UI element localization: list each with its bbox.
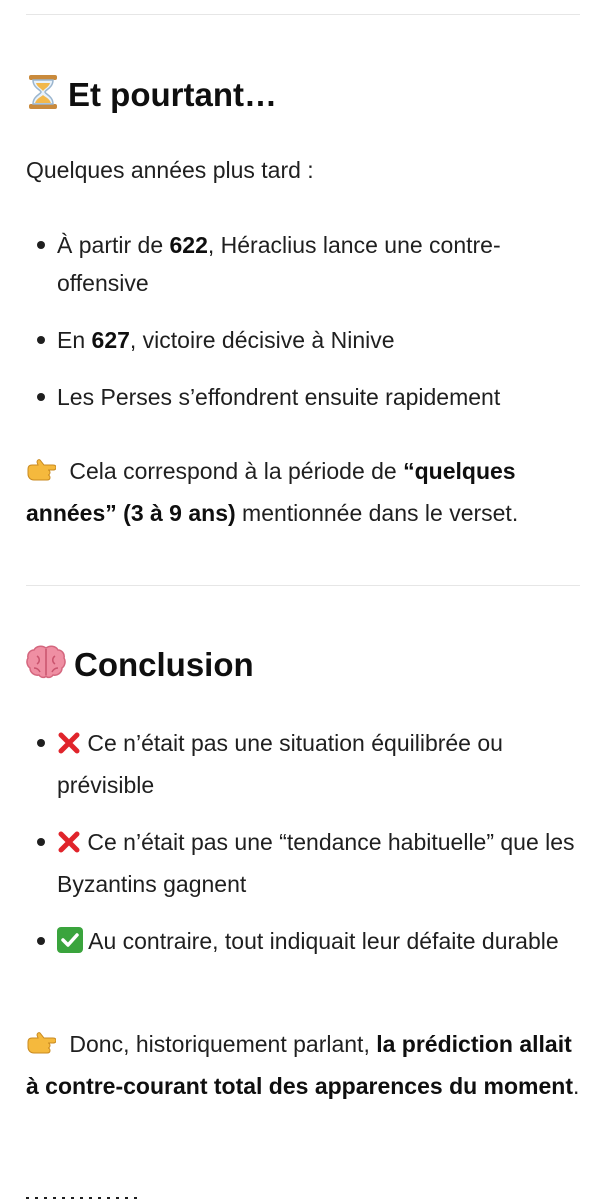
section-heading-et-pourtant [26, 74, 277, 119]
note-paragraph [26, 1025, 586, 1105]
list-item-year: 627 [91, 327, 130, 353]
bullet-dot [37, 393, 45, 401]
red-cross-icon [57, 728, 81, 766]
list-item-text: Au contraire, tout indiquait leur défaite durable [83, 928, 559, 954]
cut-off-text-glyphs [26, 1195, 146, 1199]
note-paragraph [26, 452, 586, 532]
list-item-text: , Héraclius lance une contre-offensive [57, 232, 501, 296]
top-divider [26, 14, 580, 15]
heading-text: Et pourtant… [68, 76, 277, 113]
list-item [26, 226, 586, 302]
heading-text: Conclusion [74, 646, 254, 683]
pointing-hand-icon [26, 1029, 56, 1067]
cut-off-text-line [26, 1186, 146, 1199]
list-item [26, 823, 586, 903]
bullet-dot [37, 838, 45, 846]
bullet-dot [37, 336, 45, 344]
list-item [26, 378, 586, 416]
note-text: Cela correspond à la période de [63, 458, 404, 484]
note-bold-text: la prédiction allait à contre-courant total des apparences du moment [26, 1031, 574, 1099]
pointing-hand-icon [26, 456, 56, 494]
hourglass-icon [26, 74, 60, 119]
note-text: mentionnée dans le verset. [235, 500, 519, 526]
note-text: Donc, historiquement parlant, [63, 1031, 377, 1057]
bullet-dot [37, 241, 45, 249]
section-heading-conclusion [26, 644, 254, 689]
bullet-list-conclusion [26, 724, 586, 983]
red-cross-icon [57, 827, 81, 865]
list-item [26, 724, 586, 804]
bullet-dot [37, 739, 45, 747]
list-item [26, 922, 586, 964]
list-item-year: 622 [169, 232, 208, 258]
bullet-dot [37, 937, 45, 945]
list-item [26, 321, 586, 359]
list-item-text: À partir de [57, 232, 170, 258]
list-item-text: En [57, 327, 92, 353]
list-item-text: Ce n’était pas une “tendance habituelle” que les Byzantins gagnent [57, 829, 575, 897]
list-item-text: Ce n’était pas une situation équilibrée ou prévisible [57, 730, 503, 798]
brain-icon [26, 644, 66, 689]
intro-text: Quelques années plus tard : [26, 157, 314, 183]
note-bold-text: “quelques années” (3 à 9 ans) [26, 458, 516, 526]
list-item-text: , victoire décisive à Ninive [129, 327, 395, 353]
bullet-list-history [26, 226, 586, 435]
list-item-text: Les Perses s’effondrent ensuite rapidement [57, 384, 501, 410]
section-divider [26, 585, 580, 586]
note-text: . [573, 1073, 580, 1099]
green-check-icon [57, 926, 83, 964]
